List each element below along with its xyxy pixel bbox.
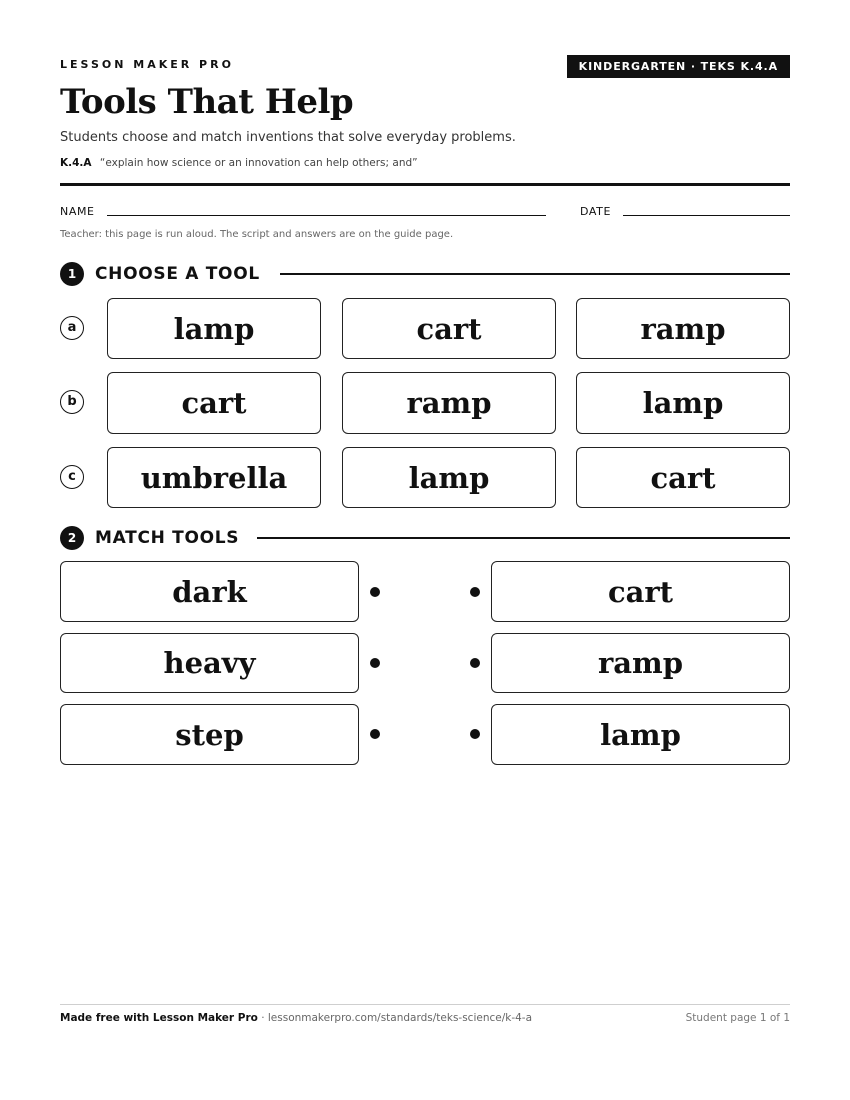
footer-credit: [60, 1012, 532, 1024]
match-left-dot-3[interactable]: [370, 729, 380, 739]
match-left-card-2[interactable]: heavy: [60, 633, 359, 693]
footer-url[interactable]: · lessonmakerpro.com/standards/teks-science/k-4-a: [257, 1012, 533, 1024]
grade-badge: KINDERGARTEN · TEKS K.4.A: [567, 55, 790, 78]
section-number: 2: [60, 526, 84, 550]
section-number: 1: [60, 262, 84, 286]
brand-name: LESSON MAKER PRO: [60, 58, 234, 71]
match-right-card-1[interactable]: cart: [491, 561, 790, 622]
choice-card-c3[interactable]: cart: [576, 447, 790, 508]
standard-line: [60, 157, 418, 169]
choice-card-a3[interactable]: ramp: [576, 298, 790, 359]
section-match-tools: [60, 525, 790, 551]
match-right-card-3[interactable]: lamp: [491, 704, 790, 765]
standard-code: K.4.A: [60, 157, 92, 169]
teacher-note: Teacher: this page is run aloud. The script and answers are on the guide page.: [60, 229, 454, 240]
date-field[interactable]: [623, 215, 790, 216]
choice-card-a1[interactable]: lamp: [107, 298, 321, 359]
row-letter-b: b: [60, 390, 84, 414]
match-left-card-1[interactable]: dark: [60, 561, 359, 622]
name-label: NAME: [60, 205, 95, 218]
choice-card-c1[interactable]: umbrella: [107, 447, 321, 508]
date-label: DATE: [580, 205, 612, 218]
match-right-dot-3[interactable]: [470, 729, 480, 739]
section-rule: [280, 273, 790, 275]
section-rule: [257, 537, 790, 539]
worksheet-page: [60, 0, 790, 1100]
choice-card-b3[interactable]: lamp: [576, 372, 790, 434]
page-title: Tools That Help: [60, 82, 354, 122]
section-title: CHOOSE A TOOL: [95, 261, 272, 287]
standard-text: “explain how science or an innovation can help others; and”: [99, 157, 418, 169]
choice-card-a2[interactable]: cart: [342, 298, 556, 359]
name-field[interactable]: [107, 215, 546, 216]
choice-card-b2[interactable]: ramp: [342, 372, 556, 434]
match-right-dot-2[interactable]: [470, 658, 480, 668]
page-subtitle: Students choose and match inventions that solve everyday problems.: [60, 130, 516, 145]
match-left-card-3[interactable]: step: [60, 704, 359, 765]
footer-page-number: Student page 1 of 1: [685, 1012, 790, 1024]
choice-card-b1[interactable]: cart: [107, 372, 321, 434]
match-left-dot-2[interactable]: [370, 658, 380, 668]
footer-made-with: Made free with Lesson Maker Pro: [60, 1012, 258, 1024]
section-title: MATCH TOOLS: [95, 525, 251, 551]
footer-divider: [60, 1004, 790, 1005]
header-divider: [60, 183, 790, 186]
row-letter-a: a: [60, 316, 84, 340]
section-choose-a-tool: [60, 261, 790, 287]
match-left-dot-1[interactable]: [370, 587, 380, 597]
match-right-card-2[interactable]: ramp: [491, 633, 790, 693]
choice-card-c2[interactable]: lamp: [342, 447, 556, 508]
match-right-dot-1[interactable]: [470, 587, 480, 597]
row-letter-c: c: [60, 465, 84, 489]
